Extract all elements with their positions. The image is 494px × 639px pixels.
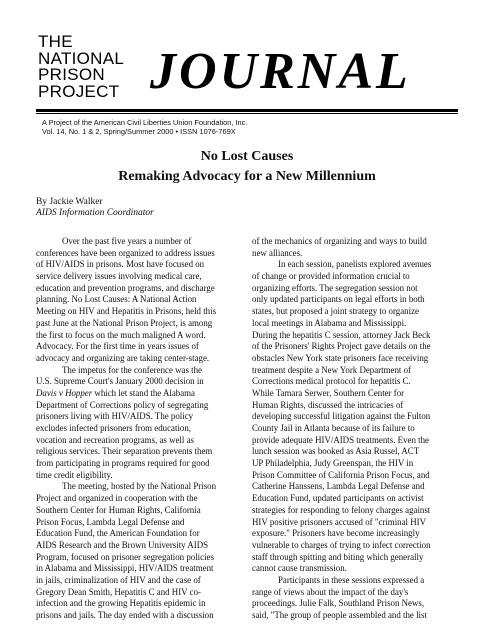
text-line: Program, focused on prisoner segregation policies [36,551,214,562]
text-line: of change or provided information crucial to [252,271,410,282]
text-line: County Jail in Atlanta because of its failure to [252,423,415,433]
text-line: U.S. Supreme Court's January 2000 decision in [36,376,204,387]
text-line: obstacles New York state prisoners face receiving [252,352,429,363]
org-line: PROJECT [38,81,120,101]
text-line: range of views about the impact of the day's [252,586,409,597]
text-line: During the hepatitis C session, attorney Jack Beck [252,329,431,340]
text-line: education and prevention programs, and discharge [36,282,215,293]
article-left-column [36,236,242,622]
text-line: lunch session was booked as Asia Russel, ACT [252,446,420,457]
text-line: The meeting, hosted by the National Prison [62,481,217,492]
text-line: UP Philadelphia, Judy Greenspan, the HIV in [252,458,414,469]
text-line: In each session, panelists explored avenues [278,259,432,270]
text-line: Corrections medical protocol for hepatitis C. [252,376,411,387]
text-line: treatment despite a New York Department of [252,364,411,375]
text-line: Human Rights, discussed the intricacies of [252,399,404,410]
issue-info: Vol. 14, No. 1 & 2, Spring/Summer 2000 • ISSN 1076-769X [42,127,236,136]
tagline: A Project of the American Civil Liberties Union Foundation, Inc. [42,118,248,127]
text-line: HIV positive prisoners accused of "criminal HIV [252,516,427,527]
text-line: conferences have been organized to address issues [36,247,215,258]
text-line: Prison Focus, Lambda Legal Defense and [36,516,185,527]
text-line: religious services. Their separation prevents them [36,446,213,457]
text-line: vulnerable to charges of trying to infect correction [252,539,431,550]
text-line: service delivery issues involving medical care, [36,271,202,282]
text-line: states, but proposed a joint strategy to organize [252,306,419,317]
text-line: of the Prisoners' Rights Project gave details on the [252,341,431,352]
org-line: PRISON [38,65,105,84]
text-line: strategies for responding to felony charges against [252,504,431,515]
text-line: local meetings in Alabama and Mississippi. [252,317,407,328]
text-line: Project and organized in cooperation with the [36,493,198,504]
text-line: developing successful litigation against the Fulton [252,411,431,422]
masthead-rule-thick [36,109,458,112]
text-line: While Tamara Serwer, Southern Center for [252,387,405,398]
text-line: prisons and jails. The day ended with a discussion [36,610,214,620]
article-title: No Lost Causes [200,149,294,164]
article-subtitle: Remaking Advocacy for a New Millennium [118,169,376,184]
text-line: organizing efforts. The segregation session not [252,282,418,293]
masthead-rule-thin [36,113,458,114]
text-line: Gregory Dean Smith, Hepatitis C and HIV co- [36,586,201,597]
text-line: Participants in these sessions expressed a [278,574,425,585]
text-line: staff through spitting and biting which generally [252,551,424,562]
text-line: Over the past five years a number of [62,236,192,246]
text-line: prisoners living with HIV/AIDS. The policy [36,411,194,422]
article-right-column [252,236,458,622]
text-line: Southern Center for Human Rights, California [36,504,201,515]
text-line: provide adequate HIV/AIDS treatments. Even the [252,434,429,445]
text-line: proceedings. Julie Falk, Southland Prison News, [252,598,425,609]
org-line: THE [38,32,73,51]
text-line: Meeting on HIV and Hepatitis in Prisons, held this [36,306,217,317]
text-line: of HIV/AIDS in prisons. Most have focused on [36,259,205,270]
text-line: in Alabama and Mississippi, HIV/AIDS treatment [36,563,214,574]
text-line: Davis v Hopper which let stand the Alabama [36,387,195,398]
text-line: Education Fund, updated participants on activist [252,493,424,504]
text-line: Department of Corrections policy of segregating [36,399,209,410]
text-line: advocacy and organizing are taking center-stage. [36,352,210,363]
text-line: Catherine Hanssens, Lambda Legal Defense and [252,481,425,492]
text-line: excludes infected prisoners from education, [36,423,192,433]
text-line: vocation and recreation programs, as well as [36,434,194,445]
journal-title: JOURNAL [150,43,411,100]
text-line: The impetus for the conference was the [62,364,202,375]
text-line: cannot cause transmission. [252,563,347,574]
text-line: past June at the National Prison Project, is among [36,317,213,328]
text-line: said, "The group of people assembled and the list [252,610,427,620]
text-line: Advocacy. For the first time in years issues of [36,341,199,352]
text-line: exposure." Prisoners have become increasingly [252,528,420,539]
org-line: NATIONAL [38,48,125,68]
text-line: AIDS Research and the Brown University AIDS [36,539,209,550]
text-line: new alliances. [252,247,303,258]
text-line: infection and the growing Hepatitis epidemic in [36,598,206,609]
text-line: of the mechanics of organizing and ways to build [252,236,427,246]
text-line: the first to focus on the much maligned A word. [36,329,206,340]
text-line: planning. No Lost Causes: A National Action [36,294,197,305]
author: By Jackie Walker [36,197,103,207]
text-line: Prison Committee of California Prison Focus, and [252,469,430,480]
text-line: Education Fund, the American Foundation for [36,528,200,539]
text-line: time credit eligibility. [36,469,113,480]
text-line: in jails, criminalization of HIV and the case of [36,574,201,585]
text-line: only updated participants on legal efforts in both [252,294,425,305]
organization-name [38,34,124,100]
text-line: from participating in programs required for good [36,458,210,469]
author-role: AIDS Information Coordinator [36,208,154,218]
